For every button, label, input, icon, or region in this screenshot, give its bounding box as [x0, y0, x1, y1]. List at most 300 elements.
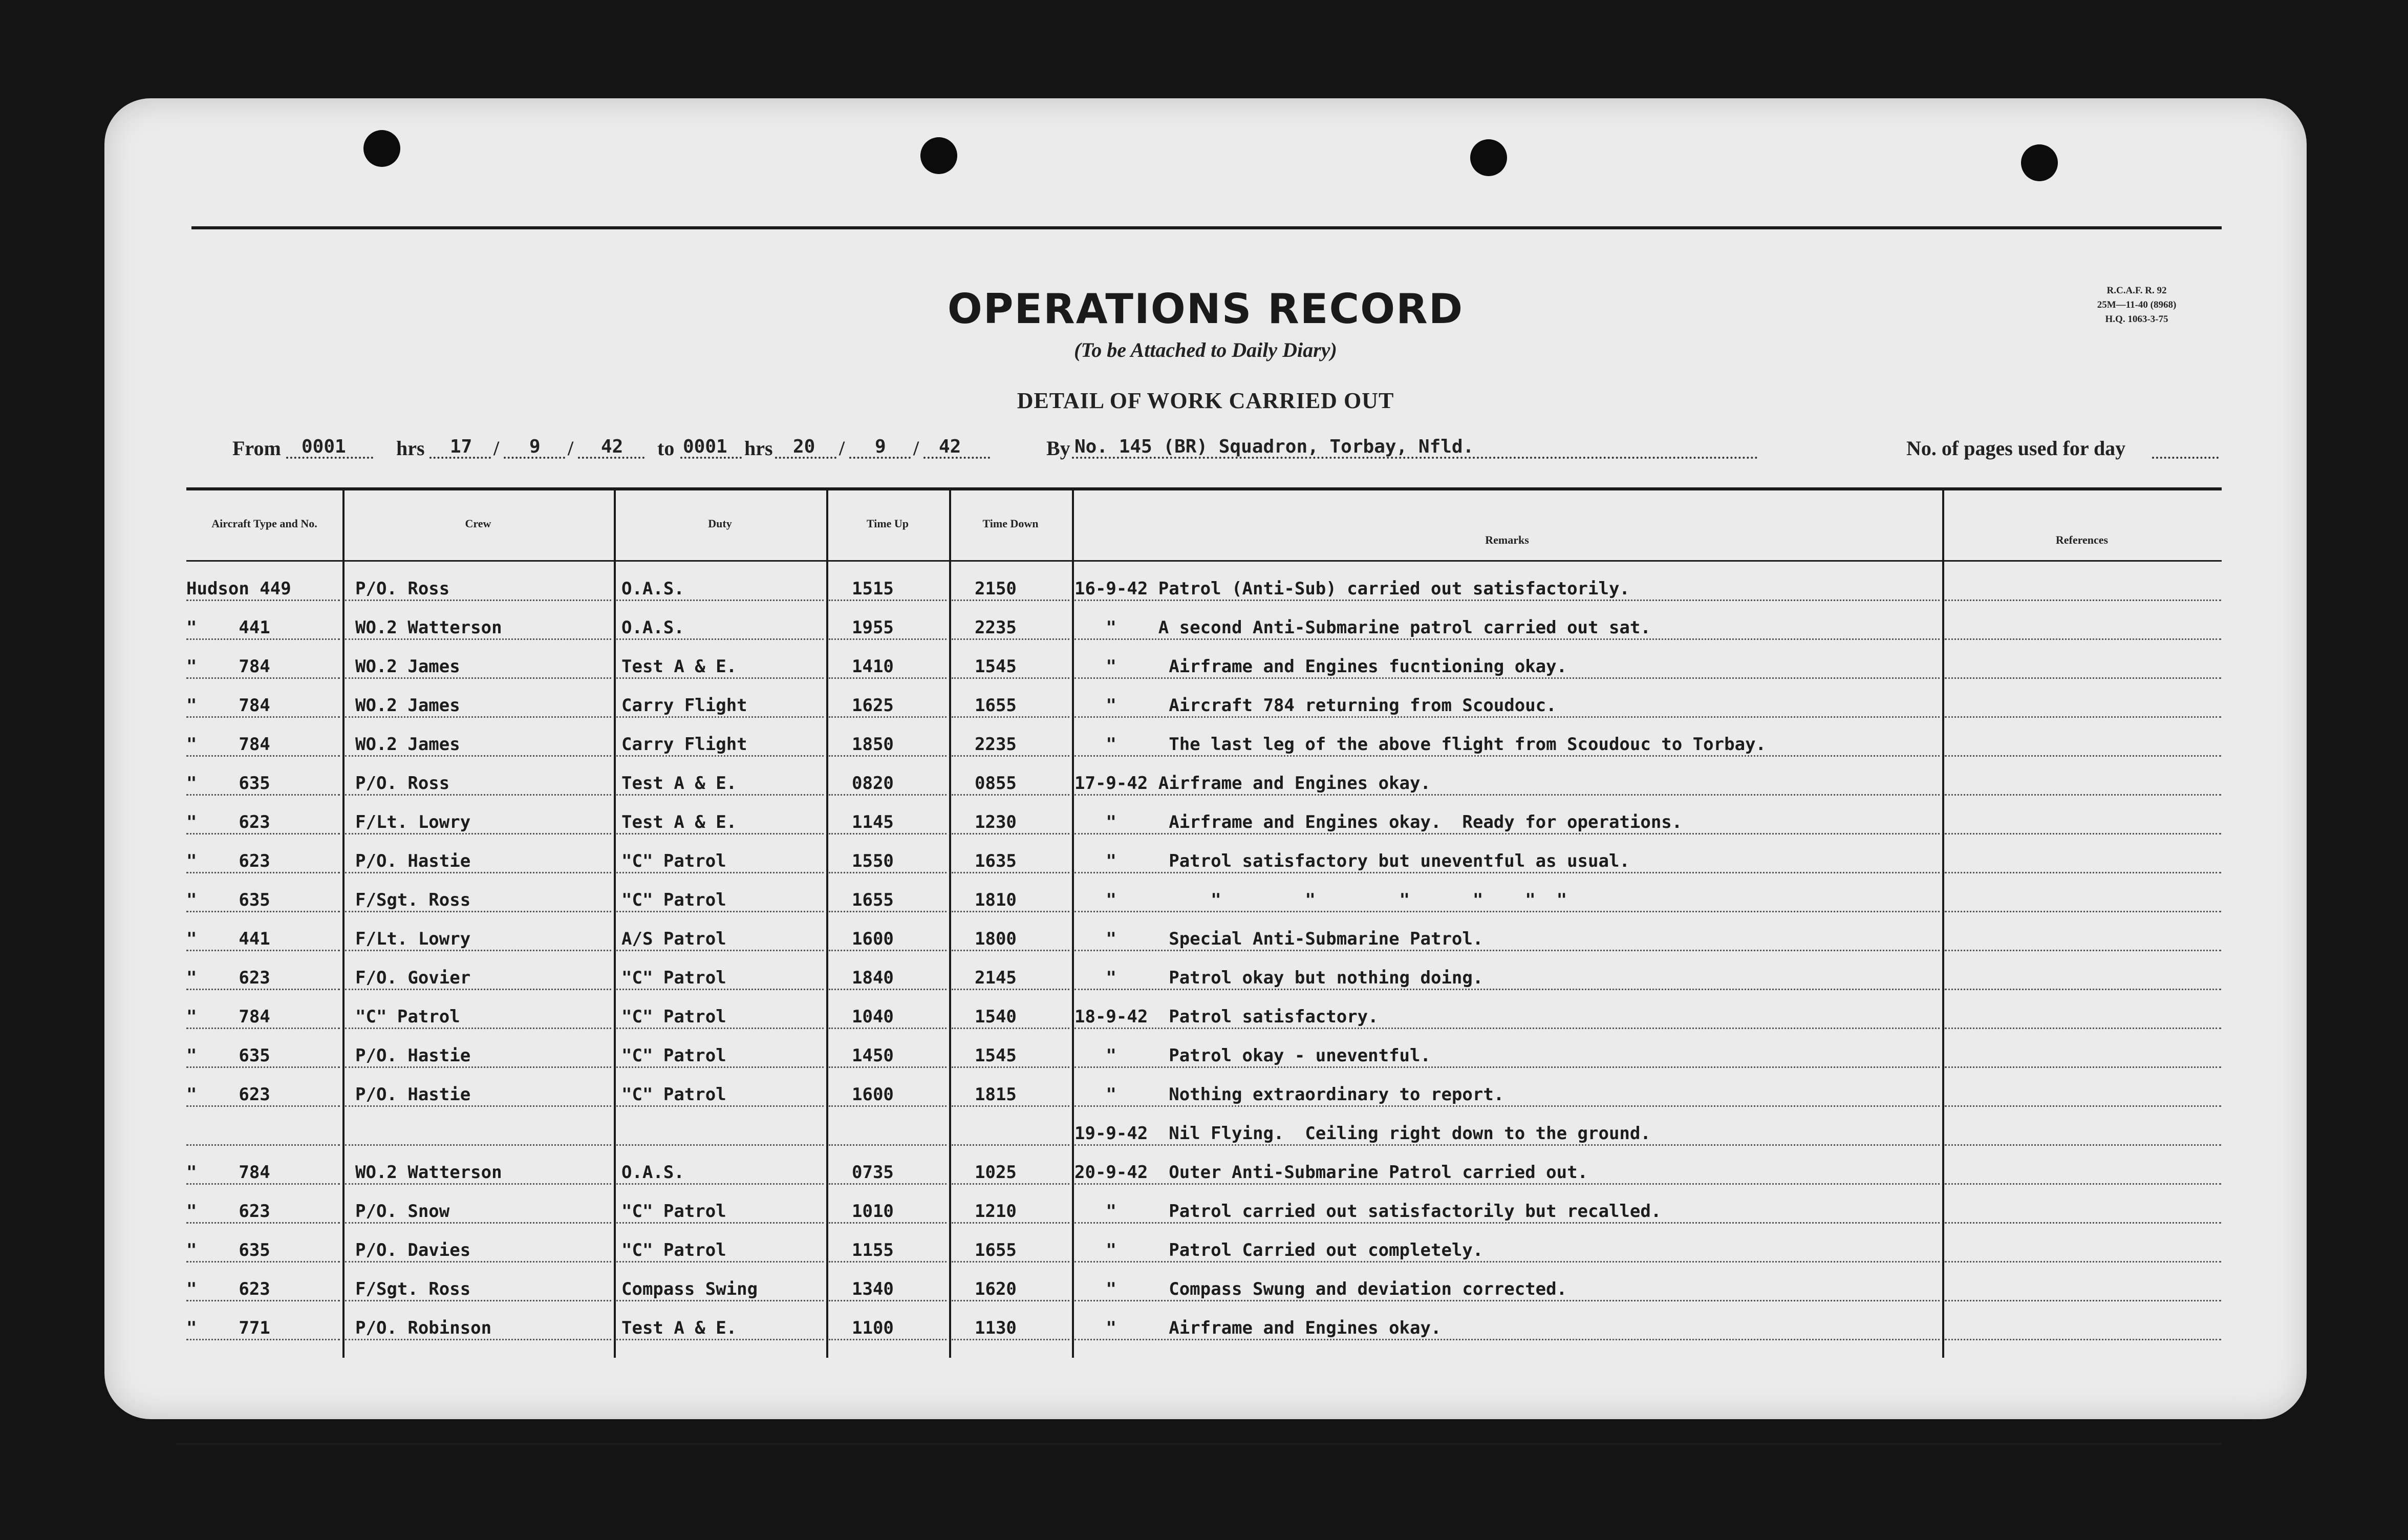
- dotted-rule: [1074, 833, 1940, 835]
- remarks-cell: " Special Anti-Submarine Patrol.: [1074, 929, 1483, 949]
- time-up-cell: 1145: [852, 812, 894, 832]
- aircraft-cell: " 441: [186, 617, 270, 638]
- crew-cell: WO.2 Watterson: [355, 617, 502, 638]
- crew-cell: F/Lt. Lowry: [355, 929, 471, 949]
- table-row: [186, 1109, 2222, 1148]
- punch-hole: [1470, 139, 1507, 176]
- dotted-rule: [616, 638, 824, 640]
- dotted-rule: [1945, 1066, 2221, 1068]
- dotted-rule: [616, 677, 824, 679]
- dotted-rule: [1945, 1339, 2221, 1340]
- dotted-rule: [616, 1339, 824, 1340]
- dotted-rule: [952, 1144, 1069, 1146]
- dotted-rule: [952, 600, 1069, 601]
- operations-table: [186, 487, 2222, 1368]
- table-row: [186, 1031, 2222, 1070]
- aircraft-cell: " 784: [186, 734, 270, 755]
- dotted-rule: [829, 950, 947, 951]
- dotted-rule: [616, 1105, 824, 1107]
- dotted-rule: [1074, 677, 1940, 679]
- time-down-cell: 1655: [975, 695, 1017, 716]
- header-crew: Crew: [465, 517, 491, 530]
- dotted-rule: [345, 1105, 611, 1107]
- dotted-rule: [952, 833, 1069, 835]
- aircraft-cell: " 623: [186, 968, 270, 988]
- time-down-cell: 1620: [975, 1279, 1017, 1299]
- dotted-rule: [616, 989, 824, 990]
- aircraft-cell: " 441: [186, 929, 270, 949]
- dotted-rule: [186, 1183, 340, 1185]
- dotted-rule: [1945, 950, 2221, 951]
- slash: /: [493, 437, 500, 460]
- dotted-rule: [952, 1183, 1069, 1185]
- dotted-rule: [952, 1339, 1069, 1340]
- dotted-rule: [186, 1300, 340, 1301]
- dotted-rule: [345, 989, 611, 990]
- duty-cell: Test A & E.: [621, 1318, 737, 1338]
- crew-cell: WO.2 James: [355, 656, 460, 677]
- duty-cell: "C" Patrol: [621, 890, 726, 910]
- remarks-cell: " A second Anti-Submarine patrol carried out sat.: [1074, 617, 1651, 638]
- crew-cell: P/O. Robinson: [355, 1318, 492, 1338]
- dotted-rule: [1074, 1339, 1940, 1340]
- table-row: [186, 720, 2222, 759]
- dotted-rule: [1074, 911, 1940, 912]
- remarks-cell: " Patrol satisfactory but uneventful as usual.: [1074, 851, 1630, 871]
- to-label: to: [657, 437, 675, 460]
- table-row: [186, 1187, 2222, 1226]
- time-down-cell: 2235: [975, 617, 1017, 638]
- table-row: [186, 681, 2222, 720]
- dotted-rule: [952, 1105, 1069, 1107]
- dotted-rule: [1074, 1183, 1940, 1185]
- slash: /: [568, 437, 574, 460]
- operations-record-card: [104, 98, 2307, 1419]
- aircraft-cell: " 771: [186, 1318, 270, 1338]
- dotted-rule: [1074, 1066, 1940, 1068]
- dotted-rule: [1945, 600, 2221, 601]
- duty-cell: Test A & E.: [621, 812, 737, 832]
- remarks-cell: " Patrol carried out satisfactorily but recalled.: [1074, 1201, 1662, 1222]
- time-up-cell: 1155: [852, 1240, 894, 1260]
- crew-cell: P/O. Snow: [355, 1201, 450, 1222]
- table-row: [186, 1226, 2222, 1265]
- dotted-rule: [952, 1222, 1069, 1224]
- crew-cell: P/O. Ross: [355, 579, 450, 599]
- squadron-name: No. 145 (BR) Squadron, Torbay, Nfld.: [1074, 436, 1474, 457]
- dotted-rule: [952, 677, 1069, 679]
- dotted-rule: [345, 794, 611, 796]
- table-row: [186, 1148, 2222, 1187]
- hrs-label: hrs: [744, 437, 773, 460]
- dotted-rule: [616, 1066, 824, 1068]
- table-row: [186, 1265, 2222, 1303]
- remarks-cell: 16-9-42 Patrol (Anti-Sub) carried out satisfactorily.: [1074, 579, 1630, 599]
- dotted-rule: [616, 1028, 824, 1029]
- table-top-rule: [186, 487, 2222, 490]
- dotted-rule: [186, 794, 340, 796]
- crew-cell: F/Sgt. Ross: [355, 1279, 471, 1299]
- time-up-cell: 1010: [852, 1201, 894, 1222]
- dotted-rule: [952, 1028, 1069, 1029]
- dotted-rule: [186, 677, 340, 679]
- detail-heading: DETAIL OF WORK CARRIED OUT: [1017, 388, 1394, 413]
- dotted-rule: [1945, 1222, 2221, 1224]
- form-reference-line: H.Q. 1063-3-75: [2105, 314, 2168, 325]
- dotted-rule: [1074, 1144, 1940, 1146]
- to-time: 0001: [683, 436, 727, 457]
- from-month: 9: [529, 436, 541, 457]
- crew-cell: P/O. Hastie: [355, 851, 471, 871]
- aircraft-cell: " 635: [186, 890, 270, 910]
- dotted-rule: [616, 1183, 824, 1185]
- dotted-rule: [952, 950, 1069, 951]
- time-up-cell: 1040: [852, 1007, 894, 1027]
- table-row: [186, 875, 2222, 914]
- dotted-rule: [345, 1300, 611, 1301]
- dotted-rule: [186, 1222, 340, 1224]
- header-duty: Duty: [708, 517, 732, 530]
- dotted-rule: [829, 755, 947, 757]
- dotted-rule: [829, 1261, 947, 1263]
- duty-cell: "C" Patrol: [621, 968, 726, 988]
- dotted-rule: [186, 911, 340, 912]
- time-down-cell: 1130: [975, 1318, 1017, 1338]
- dotted-rule: [616, 1222, 824, 1224]
- time-down-cell: 1540: [975, 1007, 1017, 1027]
- dotted-rule: [345, 1222, 611, 1224]
- dotted-rule: [186, 716, 340, 718]
- aircraft-cell: " 784: [186, 1162, 270, 1183]
- dotted-rule: [829, 677, 947, 679]
- time-up-cell: 1625: [852, 695, 894, 716]
- aircraft-cell: " 635: [186, 1045, 270, 1066]
- pages-label: No. of pages used for day: [1906, 437, 2126, 460]
- remarks-cell: " Nothing extraordinary to report.: [1074, 1084, 1504, 1105]
- dotted-rule: [345, 1028, 611, 1029]
- dotted-rule: [345, 600, 611, 601]
- dotted-rule: [186, 755, 340, 757]
- dotted-rule: [616, 911, 824, 912]
- time-down-cell: 1545: [975, 1045, 1017, 1066]
- crew-cell: P/O. Hastie: [355, 1045, 471, 1066]
- dotted-rule: [1074, 1222, 1940, 1224]
- dotted-rule: [186, 950, 340, 951]
- table-row: [186, 953, 2222, 992]
- dotted-rule: [1945, 794, 2221, 796]
- slash: /: [913, 437, 919, 460]
- aircraft-cell: " 784: [186, 695, 270, 716]
- crew-cell: F/O. Govier: [355, 968, 471, 988]
- dotted-rule: [616, 950, 824, 951]
- dotted-rule: [616, 1261, 824, 1263]
- dotted-rule: [1945, 989, 2221, 990]
- crew-cell: WO.2 Watterson: [355, 1162, 502, 1183]
- dotted-rule: [952, 1066, 1069, 1068]
- time-down-cell: 1635: [975, 851, 1017, 871]
- aircraft-cell: " 784: [186, 656, 270, 677]
- form-reference: [2060, 284, 2213, 327]
- period-line: [232, 436, 2188, 467]
- dotted-rule: [186, 989, 340, 990]
- remarks-cell: " " " " " " ": [1074, 890, 1567, 910]
- aircraft-cell: " 635: [186, 1240, 270, 1260]
- time-down-cell: 1545: [975, 656, 1017, 677]
- duty-cell: Compass Swing: [621, 1279, 758, 1299]
- table-row: [186, 759, 2222, 798]
- table-row: [186, 914, 2222, 953]
- remarks-cell: " Patrol okay but nothing doing.: [1074, 968, 1483, 988]
- time-up-cell: 1515: [852, 579, 894, 599]
- duty-cell: "C" Patrol: [621, 1007, 726, 1027]
- header-remarks: Remarks: [1485, 533, 1529, 546]
- remarks-cell: 17-9-42 Airframe and Engines okay.: [1074, 773, 1431, 794]
- dotted-rule: [952, 911, 1069, 912]
- dotted-rule: [1074, 989, 1940, 990]
- dotted-rule: [186, 638, 340, 640]
- time-up-cell: 1550: [852, 851, 894, 871]
- dotted-rule: [345, 833, 611, 835]
- crew-cell: P/O. Hastie: [355, 1084, 471, 1105]
- from-time: 0001: [302, 436, 346, 457]
- table-row: [186, 1303, 2222, 1342]
- time-up-cell: 1955: [852, 617, 894, 638]
- dotted-rule: [345, 911, 611, 912]
- dotted-rule: [1945, 1144, 2221, 1146]
- dotted-rule: [829, 638, 947, 640]
- dotted-rule: [1074, 1028, 1940, 1029]
- time-down-cell: 1810: [975, 890, 1017, 910]
- time-down-cell: 1025: [975, 1162, 1017, 1183]
- dotted-rule: [1945, 1183, 2221, 1185]
- dotted-rule: [1945, 755, 2221, 757]
- table-bottom-rule: [176, 1443, 2222, 1445]
- page-title: OPERATIONS RECORD: [947, 285, 1464, 333]
- duty-cell: O.A.S.: [621, 579, 684, 599]
- duty-cell: Carry Flight: [621, 734, 747, 755]
- dotted-rule: [952, 638, 1069, 640]
- dotted-rule: [345, 1261, 611, 1263]
- dotted-rule: [829, 600, 947, 601]
- dotted-rule: [1074, 872, 1940, 873]
- dotted-rule: [829, 1066, 947, 1068]
- dotted-rule: [952, 989, 1069, 990]
- header-bottom-rule: [186, 560, 2222, 562]
- crew-cell: WO.2 James: [355, 734, 460, 755]
- table-row: [186, 992, 2222, 1031]
- time-up-cell: 1600: [852, 1084, 894, 1105]
- dotted-rule: [345, 677, 611, 679]
- duty-cell: O.A.S.: [621, 1162, 684, 1183]
- dotted-rule: [345, 1183, 611, 1185]
- time-up-cell: 1450: [852, 1045, 894, 1066]
- crew-cell: P/O. Davies: [355, 1240, 471, 1260]
- crew-cell: F/Lt. Lowry: [355, 812, 471, 832]
- dotted-rule: [952, 872, 1069, 873]
- time-down-cell: 1800: [975, 929, 1017, 949]
- dotted-rule: [829, 833, 947, 835]
- dotted-rule: [186, 1261, 340, 1263]
- crew-cell: F/Sgt. Ross: [355, 890, 471, 910]
- duty-cell: Test A & E.: [621, 773, 737, 794]
- crew-cell: P/O. Ross: [355, 773, 450, 794]
- aircraft-cell: " 623: [186, 851, 270, 871]
- dotted-rule: [1074, 1261, 1940, 1263]
- punch-hole: [920, 137, 957, 174]
- from-label: From: [232, 437, 281, 460]
- dotted-rule: [829, 911, 947, 912]
- dotted-rule: [1945, 638, 2221, 640]
- remarks-cell: " The last leg of the above flight from Scoudouc to Torbay.: [1074, 734, 1767, 755]
- dotted-rule: [1945, 911, 2221, 912]
- dotted-rule: [952, 716, 1069, 718]
- header-aircraft: Aircraft Type and No.: [211, 517, 317, 530]
- table-row: [186, 798, 2222, 837]
- dotted-rule: [345, 1339, 611, 1340]
- aircraft-cell: " 623: [186, 1279, 270, 1299]
- remarks-cell: " Patrol okay - uneventful.: [1074, 1045, 1431, 1066]
- dotted-rule: [1945, 716, 2221, 718]
- dotted-rule: [1945, 677, 2221, 679]
- time-up-cell: 1600: [852, 929, 894, 949]
- punch-hole: [363, 130, 400, 167]
- from-year: 42: [601, 436, 624, 457]
- time-up-cell: 1410: [852, 656, 894, 677]
- dotted-rule: [616, 872, 824, 873]
- time-up-cell: 1655: [852, 890, 894, 910]
- page-subtitle: (To be Attached to Daily Diary): [1074, 338, 1337, 361]
- crew-cell: "C" Patrol: [355, 1007, 460, 1027]
- punch-hole: [2021, 144, 2058, 181]
- dotted-rule: [186, 1066, 340, 1068]
- remarks-cell: 19-9-42 Nil Flying. Ceiling right down to the ground.: [1074, 1123, 1651, 1144]
- table-row: [186, 564, 2222, 603]
- dotted-rule: [952, 794, 1069, 796]
- to-day: 20: [793, 436, 815, 457]
- dotted-rule: [1074, 600, 1940, 601]
- dotted-rule: [616, 716, 824, 718]
- aircraft-cell: " 635: [186, 773, 270, 794]
- form-reference-line: 25M—11-40 (8968): [2097, 300, 2177, 310]
- dotted-rule: [829, 989, 947, 990]
- header-references: References: [2055, 533, 2109, 546]
- dotted-rule: [345, 1066, 611, 1068]
- dotted-rule: [829, 794, 947, 796]
- remarks-cell: 18-9-42 Patrol satisfactory.: [1074, 1007, 1379, 1027]
- dotted-rule: [616, 833, 824, 835]
- dotted-rule: [829, 872, 947, 873]
- dotted-rule: [616, 1144, 824, 1146]
- dotted-rule: [829, 1105, 947, 1107]
- duty-cell: "C" Patrol: [621, 1201, 726, 1222]
- dotted-rule: [186, 1339, 340, 1340]
- dotted-rule: [1074, 794, 1940, 796]
- dotted-rule: [616, 755, 824, 757]
- dotted-rule: [345, 638, 611, 640]
- dotted-rule: [345, 755, 611, 757]
- dotted-rule: [829, 1300, 947, 1301]
- time-up-cell: 1340: [852, 1279, 894, 1299]
- aircraft-cell: " 623: [186, 812, 270, 832]
- aircraft-cell: Hudson 449: [186, 579, 291, 599]
- dotted-rule: [186, 833, 340, 835]
- dotted-rule: [1945, 833, 2221, 835]
- dotted-rule: [952, 1261, 1069, 1263]
- duty-cell: "C" Patrol: [621, 1240, 726, 1260]
- dotted-rule: [186, 600, 340, 601]
- time-down-cell: 1230: [975, 812, 1017, 832]
- dotted-rule: [829, 1339, 947, 1340]
- dotted-rule: [829, 1028, 947, 1029]
- remarks-cell: " Aircraft 784 returning from Scoudouc.: [1074, 695, 1557, 716]
- duty-cell: A/S Patrol: [621, 929, 726, 949]
- dotted-rule: [616, 600, 824, 601]
- aircraft-cell: " 623: [186, 1084, 270, 1105]
- crew-cell: WO.2 James: [355, 695, 460, 716]
- header-time-down: Time Down: [982, 517, 1039, 530]
- hrs-label: hrs: [396, 437, 425, 460]
- aircraft-cell: " 623: [186, 1201, 270, 1222]
- duty-cell: O.A.S.: [621, 617, 684, 638]
- time-down-cell: 0855: [975, 773, 1017, 794]
- duty-cell: "C" Patrol: [621, 851, 726, 871]
- dotted-rule: [1945, 1261, 2221, 1263]
- time-down-cell: 1815: [975, 1084, 1017, 1105]
- dotted-rule: [1074, 638, 1940, 640]
- dotted-rule: [829, 1222, 947, 1224]
- from-day: 17: [450, 436, 472, 457]
- dotted-rule: [1074, 716, 1940, 718]
- time-down-cell: 2235: [975, 734, 1017, 755]
- dotted-rule: [1074, 1105, 1940, 1107]
- remarks-cell: " Airframe and Engines fucntioning okay.: [1074, 656, 1567, 677]
- dotted-rule: [1945, 872, 2221, 873]
- remarks-cell: " Airframe and Engines okay. Ready for operations.: [1074, 812, 1683, 832]
- table-row: [186, 837, 2222, 875]
- dotted-rule: [186, 1144, 340, 1146]
- dotted-rule: [345, 950, 611, 951]
- dotted-rule: [1945, 1105, 2221, 1107]
- dotted-rule: [952, 1300, 1069, 1301]
- slash: /: [839, 437, 845, 460]
- duty-cell: "C" Patrol: [621, 1084, 726, 1105]
- time-up-cell: 0735: [852, 1162, 894, 1183]
- to-month: 9: [875, 436, 886, 457]
- header-time-up: Time Up: [866, 517, 909, 530]
- duty-cell: Carry Flight: [621, 695, 747, 716]
- dotted-rule: [186, 1105, 340, 1107]
- dotted-rule: [345, 1144, 611, 1146]
- duty-cell: Test A & E.: [621, 656, 737, 677]
- remarks-cell: " Airframe and Engines okay.: [1074, 1318, 1442, 1338]
- duty-cell: "C" Patrol: [621, 1045, 726, 1066]
- dotted-rule: [186, 1028, 340, 1029]
- time-up-cell: 1850: [852, 734, 894, 755]
- time-up-cell: 1840: [852, 968, 894, 988]
- time-down-cell: 1655: [975, 1240, 1017, 1260]
- dotted-rule: [1074, 755, 1940, 757]
- dotted-rule: [1074, 950, 1940, 951]
- dotted-rule: [186, 872, 340, 873]
- table-row: [186, 642, 2222, 681]
- top-rule: [191, 226, 2222, 229]
- dotted-rule: [616, 794, 824, 796]
- time-down-cell: 1210: [975, 1201, 1017, 1222]
- remarks-cell: " Compass Swung and deviation corrected.: [1074, 1279, 1567, 1299]
- dotted-rule: [1945, 1028, 2221, 1029]
- dotted-rule: [1945, 1300, 2221, 1301]
- remarks-cell: " Patrol Carried out completely.: [1074, 1240, 1483, 1260]
